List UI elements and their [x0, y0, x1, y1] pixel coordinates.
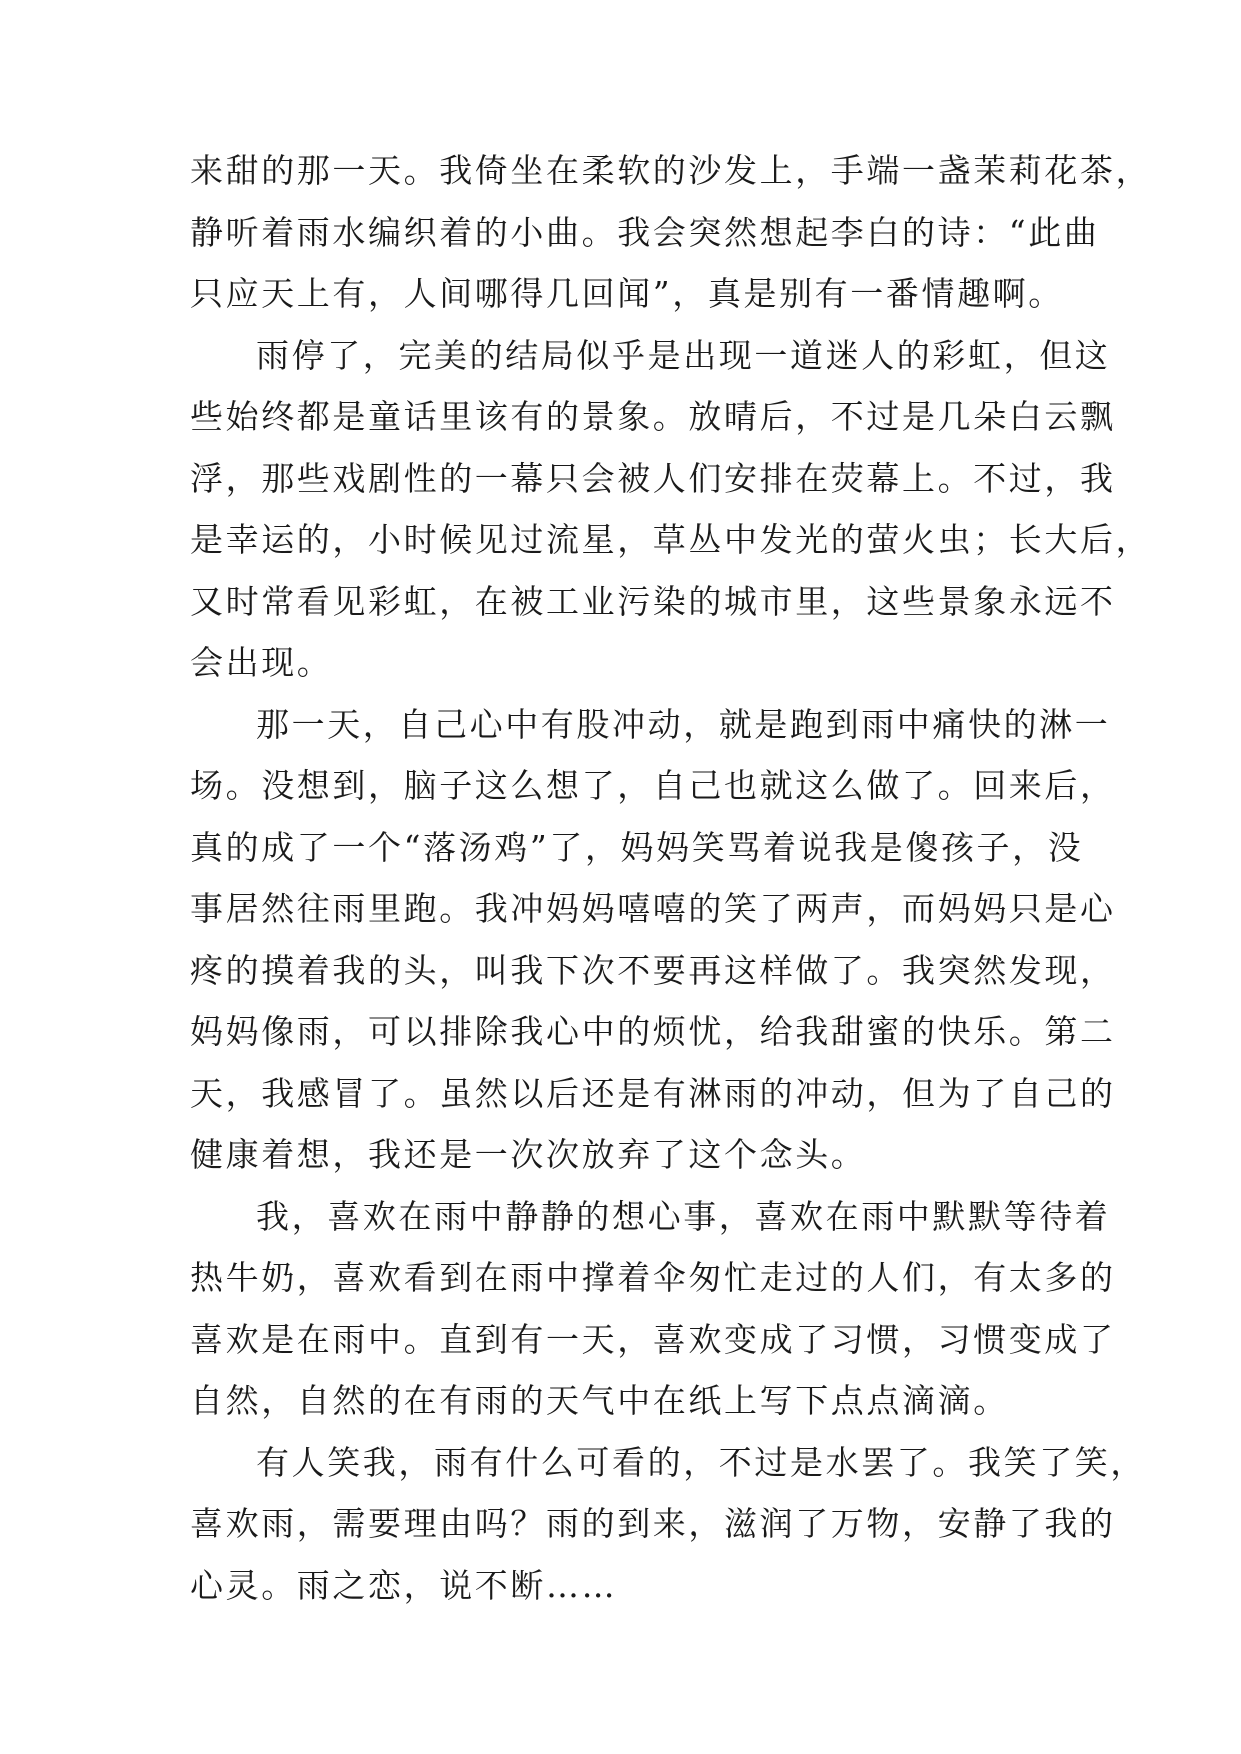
text-line: 静听着雨水编织着的小曲。我会突然想起李白的诗：“此曲: [190, 212, 1100, 252]
text-line: 健康着想，我还是一次次放弃了这个念头。: [190, 1135, 867, 1174]
text-line: 浮，那些戏剧性的一幕只会被人们安排在荧幕上。不过，我: [190, 458, 1116, 498]
text-line: 事居然往雨里跑。我冲妈妈嘻嘻的笑了两声，而妈妈只是心: [190, 889, 1116, 928]
paragraph-start-line: 我，喜欢在雨中静静的想心事，喜欢在雨中默默等待着: [256, 1196, 1111, 1236]
text-line: 只应天上有，人间哪得几回闻”，真是别有一番情趣啊。: [190, 274, 1064, 313]
text-line: 妈妈像雨，可以排除我心中的烦忧，给我甜蜜的快乐。第二: [190, 1012, 1116, 1051]
text-line: 热牛奶，喜欢看到在雨中撑着伞匆忙走过的人们，有太多的: [190, 1258, 1116, 1297]
text-line: 会出现。: [190, 643, 333, 682]
paragraph-start-line: 那一天，自己心中有股冲动，就是跑到雨中痛快的淋一: [256, 704, 1111, 744]
text-line: 喜欢是在雨中。直到有一天，喜欢变成了习惯，习惯变成了: [190, 1319, 1116, 1359]
text-line: 喜欢雨，需要理由吗？雨的到来，滋润了万物，安静了我的: [190, 1504, 1116, 1543]
text-line: 自然，自然的在有雨的天气中在纸上写下点点滴滴。: [190, 1381, 1009, 1420]
text-line: 些始终都是童话里该有的景象。放晴后，不过是几朵白云飘: [190, 397, 1116, 436]
body-text: [190, 140, 1152, 1616]
text-line: 天，我感冒了。虽然以后还是有淋雨的冲动，但为了自己的: [190, 1073, 1116, 1113]
text-line: 疼的摸着我的头，叫我下次不要再这样做了。我突然发现，: [190, 950, 1116, 990]
text-line: 场。没想到，脑子这么想了，自己也就这么做了。回来后，: [190, 766, 1116, 805]
text-line: 又时常看见彩虹，在被工业污染的城市里，这些景象永远不: [190, 581, 1116, 621]
text-line: 来甜的那一天。我倚坐在柔软的沙发上，手端一盏茉莉花茶，: [190, 151, 1152, 190]
text-line: 心灵。雨之恋，说不断……: [190, 1565, 618, 1605]
text-line: 真的成了一个“落汤鸡”了，妈妈笑骂着说我是傻孩子，没: [190, 827, 1084, 867]
paragraph-start-line: 雨停了，完美的结局似乎是出现一道迷人的彩虹，但这: [256, 335, 1111, 375]
text-line: 是幸运的，小时候见过流星，草丛中发光的萤火虫；长大后，: [190, 520, 1152, 559]
paragraph-start-line: 有人笑我，雨有什么可看的，不过是水罢了。我笑了笑，: [256, 1442, 1146, 1482]
